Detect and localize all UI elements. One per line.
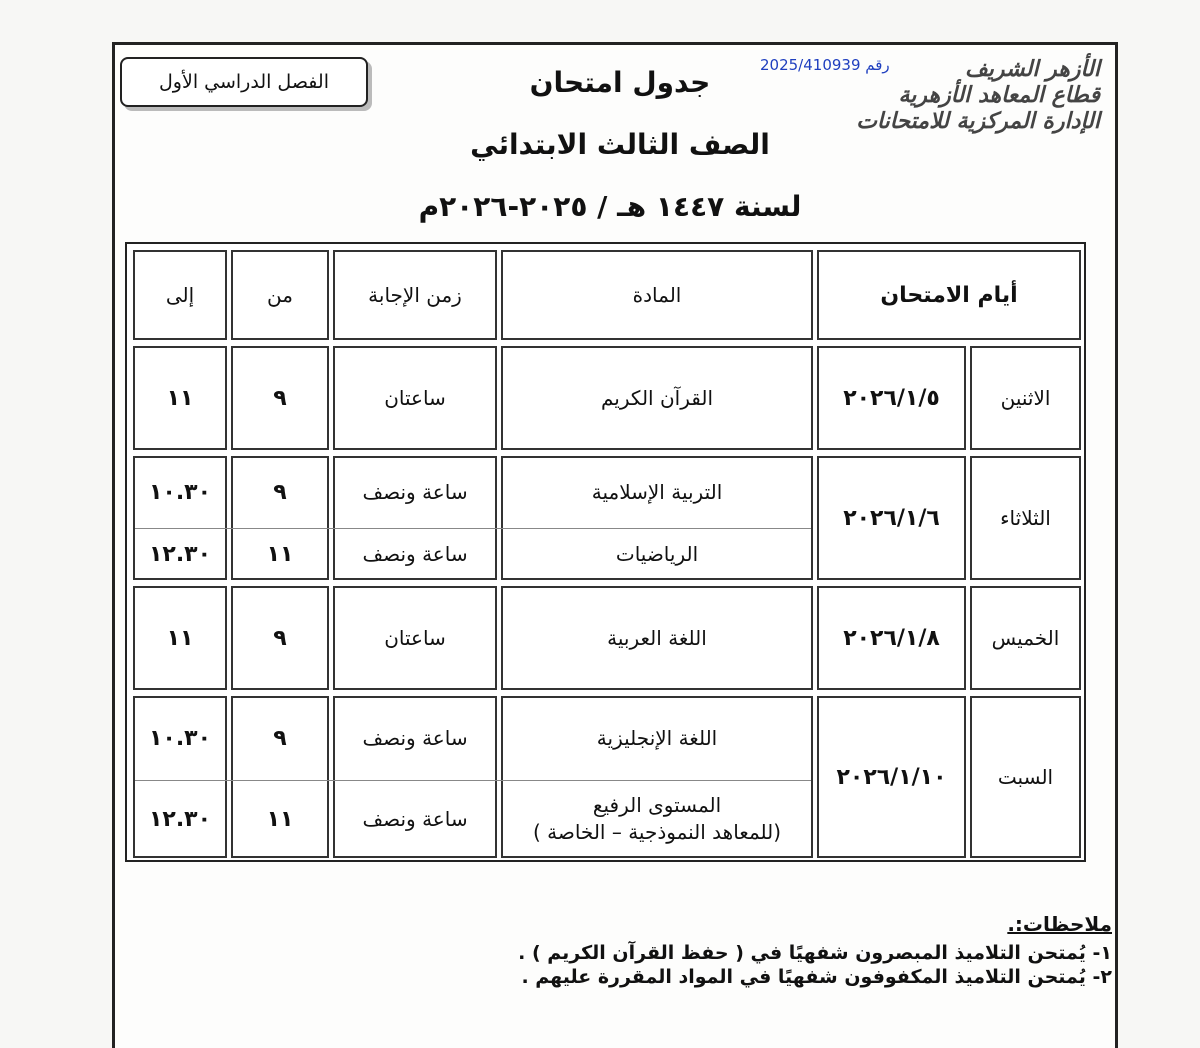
header-days: أيام الامتحان <box>817 250 1081 340</box>
row-divider <box>135 528 811 529</box>
to-cell: ١٢.٣٠ <box>148 541 212 567</box>
header-duration: زمن الإجابة <box>333 250 497 340</box>
year-title: لسنة ١٤٤٧ هـ / ٢٠٢٥-٢٠٢٦م <box>418 190 802 223</box>
document-number-label: رقم <box>865 56 890 74</box>
subject-cell: القرآن الكريم <box>501 346 813 450</box>
duration-cell: ساعتان <box>333 346 497 450</box>
note-item: ١- يُمتحن التلاميذ المبصرون شفهيًا في ( حفظ القرآن الكريم ) . <box>518 942 1112 964</box>
notes-heading: ملاحظات:. <box>1007 912 1112 936</box>
row-divider <box>135 780 811 781</box>
grade-title: الصف الثالث الابتدائي <box>470 128 770 161</box>
to-cell: ١٠.٣٠ <box>148 725 212 751</box>
from-cell: ٩ <box>231 586 329 690</box>
day-cell: الاثنين <box>970 346 1081 450</box>
day-cell: الخميس <box>970 586 1081 690</box>
date-cell: ٢٠٢٦/١/١٠ <box>817 696 966 858</box>
azhar-logo <box>856 56 1100 134</box>
subject-cell: التربية الإسلامية <box>591 480 723 504</box>
header-to: إلى <box>133 250 227 340</box>
date-cell: ٢٠٢٦/١/٥ <box>817 346 966 450</box>
subject-cell: اللغة الإنجليزية <box>596 726 718 750</box>
subject-main: المستوى الرفيع <box>592 793 722 817</box>
from-cell: ٩ <box>273 725 287 751</box>
date-cell: ٢٠٢٦/١/٨ <box>817 586 966 690</box>
header-subject: المادة <box>501 250 813 340</box>
subject-cell: اللغة العربية <box>501 586 813 690</box>
day-cell: الثلاثاء <box>970 456 1081 580</box>
duration-cell: ساعة ونصف <box>362 542 468 566</box>
subject-note: (للمعاهد النموذجية – الخاصة ) <box>532 820 782 844</box>
subject-cell: الرياضيات <box>615 542 699 566</box>
exam-table <box>125 242 1086 862</box>
from-cell: ٩ <box>231 346 329 450</box>
logo-line-3: الإدارة المركزية للامتحانات <box>856 108 1100 134</box>
header-from: من <box>231 250 329 340</box>
duration-cell: ساعة ونصف <box>362 726 468 750</box>
from-cell: ١١ <box>266 806 294 832</box>
notes-section <box>518 912 1112 990</box>
day-cell: السبت <box>970 696 1081 858</box>
duration-cell: ساعة ونصف <box>362 807 468 831</box>
duration-cell: ساعتان <box>333 586 497 690</box>
from-cell: ٩ <box>273 479 287 505</box>
subject-cell <box>501 782 813 856</box>
logo-line-2: قطاع المعاهد الأزهرية <box>898 82 1100 108</box>
duration-cell: ساعة ونصف <box>362 480 468 504</box>
to-cell: ١٠.٣٠ <box>148 479 212 505</box>
page-title: جدول امتحان <box>529 66 711 99</box>
to-cell: ١١ <box>133 586 227 690</box>
from-cell: ١١ <box>266 541 294 567</box>
document-number-value: 2025/410939 <box>760 56 861 74</box>
logo-line-1: الأزهر الشريف <box>964 56 1100 82</box>
to-cell: ١١ <box>133 346 227 450</box>
semester-label: الفصل الدراسي الأول <box>120 57 368 107</box>
date-cell: ٢٠٢٦/١/٦ <box>817 456 966 580</box>
note-item: ٢- يُمتحن التلاميذ المكفوفون شفهيًا في المواد المقررة عليهم . <box>521 966 1112 988</box>
to-cell: ١٢.٣٠ <box>148 806 212 832</box>
